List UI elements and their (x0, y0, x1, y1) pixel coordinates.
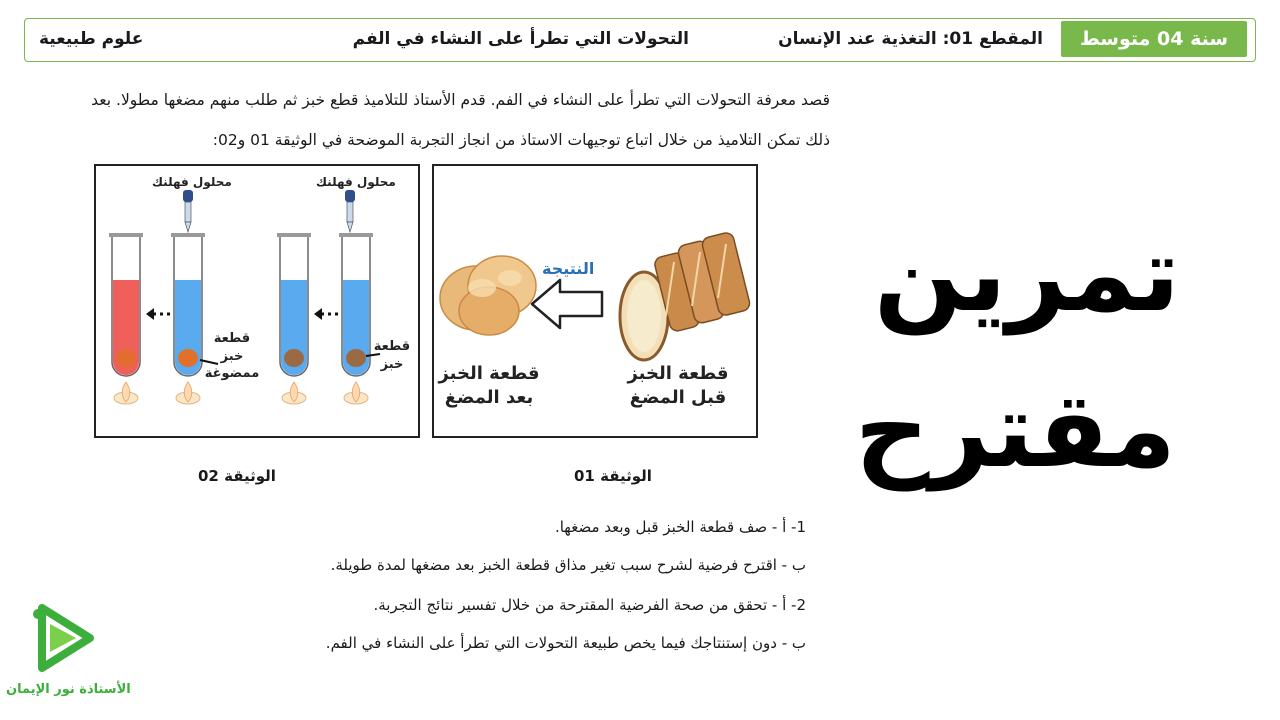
test-tube-blue-icon (277, 233, 311, 376)
burner-flame-icon (114, 382, 138, 404)
question-2a: 2- أ - تحقق من صحة الفرضية المقترحة من خلال تفسير نتائج التجربة. (373, 596, 806, 614)
test-tube-red-icon (109, 233, 143, 376)
bread-piece-label: قطعة خبز (373, 339, 411, 372)
chewed-bread-icon (440, 256, 536, 335)
grade-badge: سنة 04 متوسط (1061, 21, 1247, 57)
subject-title: علوم طبيعية (39, 29, 144, 49)
burner-flame-icon (282, 382, 306, 404)
test-tube-blue-icon (171, 233, 205, 376)
result-label: النتيجة (542, 259, 595, 278)
intro-line-1: قصد معرفة التحولات التي تطرأ على النشاء في الفم. قدم الأستاذ للتلاميذ قطع خبز ثم طلب منهم مضغها مطولا. بعد (91, 91, 830, 109)
document-02-figure (94, 164, 420, 438)
exercise-title-line-1: تمرين (873, 213, 1180, 335)
burner-flame-icon (176, 382, 200, 404)
dotted-arrow-icon (146, 308, 170, 320)
dotted-arrow-icon (314, 308, 338, 320)
intro-line-2: ذلك تمكن التلاميذ من خلال اتباع توجيهات الاستاذ من انجاز التجربة الموضحة في الوثيقة 01 و02: (212, 131, 830, 149)
exercise-title-line-2: مقترح (854, 369, 1176, 491)
lesson-title: التحولات التي تطرأ على النشاء في الفم (352, 29, 689, 49)
question-1a: 1- أ - صف قطعة الخبز قبل وبعد مضغها. (554, 518, 806, 536)
document-02-caption: الوثيقة 02 (198, 467, 276, 485)
document-01-figure (432, 164, 758, 438)
bread-loaf-icon (653, 231, 751, 332)
fehling-reagent-label-left: محلول فهلنك (152, 175, 232, 189)
after-chewing-label: قطعة الخبز بعد المضغ (438, 363, 540, 409)
burner-flame-icon (344, 382, 368, 404)
unit-title: المقطع 01: التغذية عند الإنسان (778, 29, 1043, 49)
header-bar (24, 18, 1256, 62)
document-01-caption: الوثيقة 01 (574, 467, 652, 485)
question-2b: ب - دون إستنتاجك فيما يخص طبيعة التحولات التي تطرأ على النشاء في الفم. (325, 634, 806, 652)
intro-paragraph (30, 80, 830, 160)
test-tube-blue-icon (339, 233, 373, 376)
play-logo-icon (22, 598, 102, 678)
fehling-reagent-label-right: محلول فهلنك (316, 175, 396, 189)
question-1b: ب - اقترح فرضية لشرح سبب تغير مذاق قطعة الخبز بعد مضغها لمدة طويلة. (330, 556, 806, 574)
logo-text: الأستاذة نور الإيمان (6, 682, 131, 697)
chewed-bread-label: قطعة خبز ممضوغة (204, 331, 260, 382)
before-chewing-label: قطعة الخبز قبل المضغ (627, 363, 729, 409)
document-02-illustration (96, 166, 417, 435)
result-arrow-icon (532, 280, 602, 328)
